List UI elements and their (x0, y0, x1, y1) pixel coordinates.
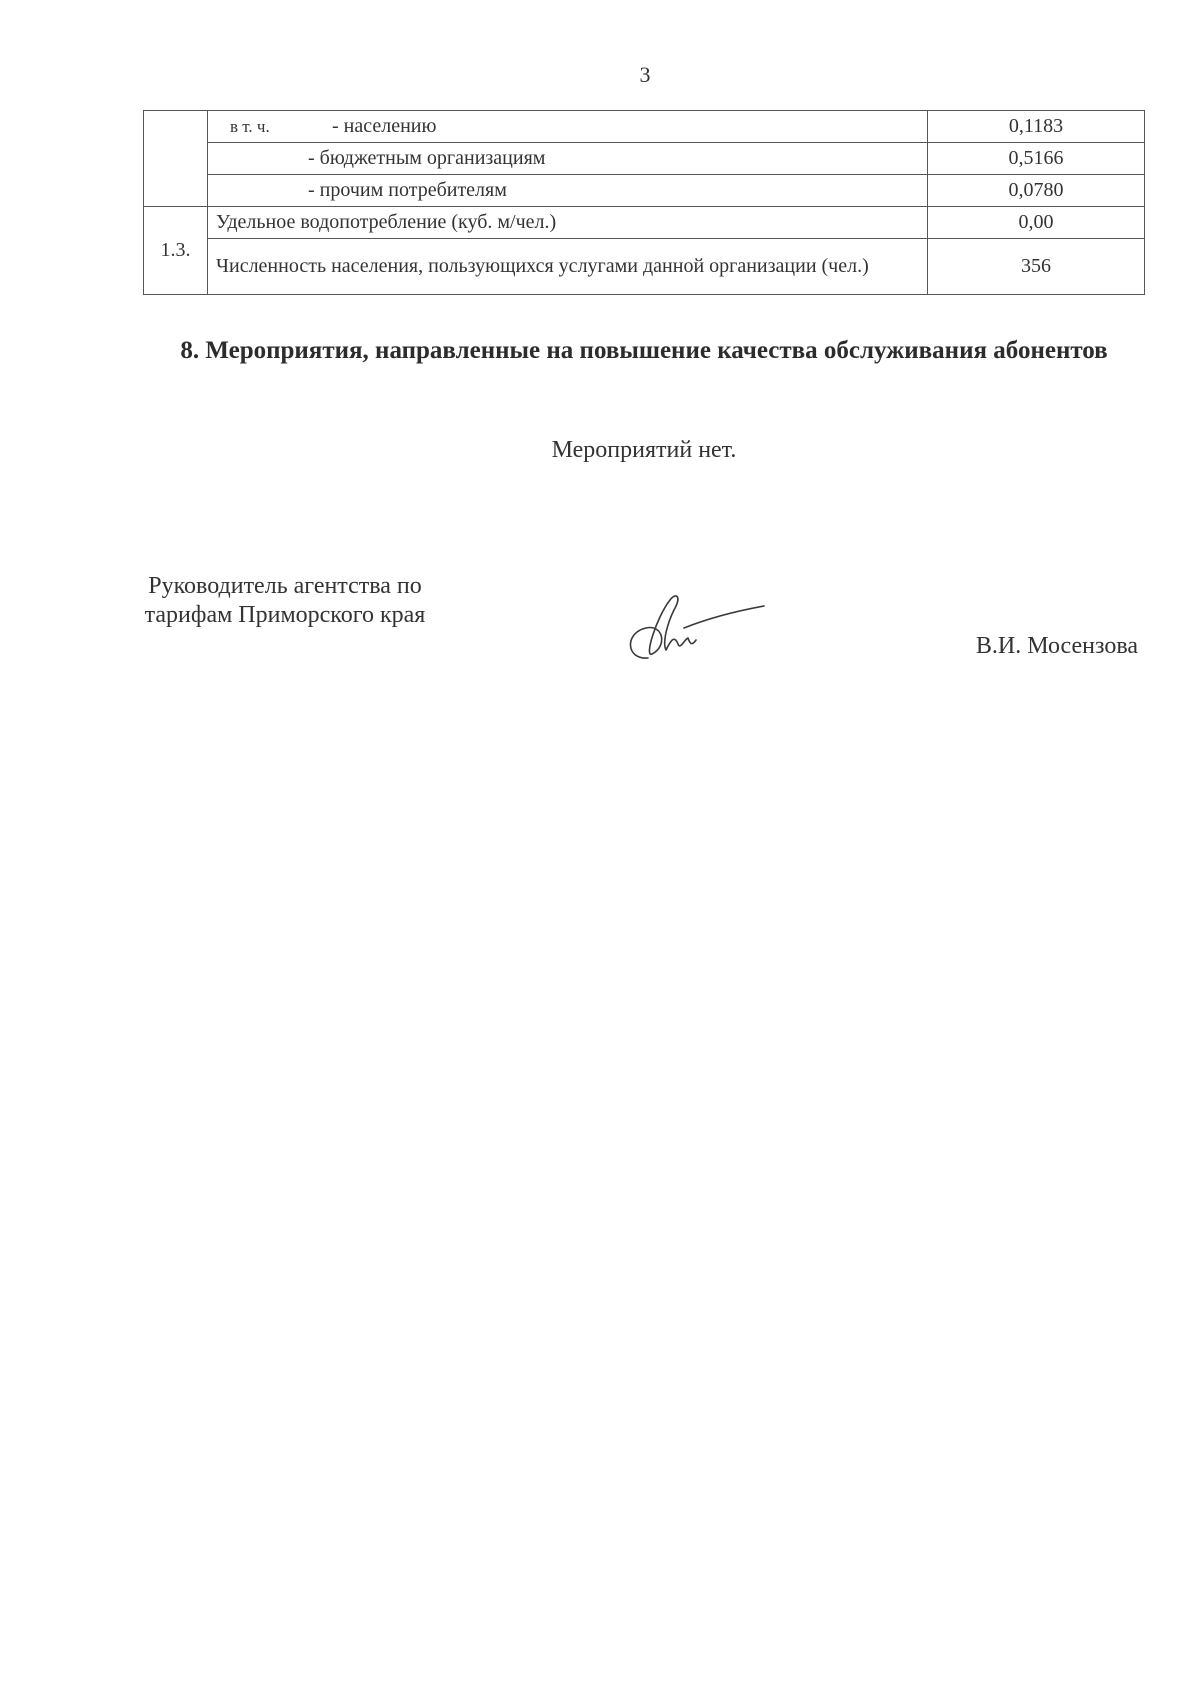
table-cell-value: 0,5166 (928, 143, 1145, 175)
indicators-table (143, 110, 1145, 295)
section-body: Мероприятий нет. (551, 437, 737, 463)
table-row (144, 207, 1145, 239)
label-specific-consumption: Удельное водопотребление (куб. м/чел.) (208, 207, 928, 239)
table-cell-number-empty (144, 111, 208, 207)
table-row (144, 175, 1145, 207)
label-other-consumers: - прочим потребителям (208, 175, 928, 207)
label-population-count: Численность населения, пользующихся услугами данной организации (чел.) (208, 239, 928, 295)
table-row (144, 239, 1145, 295)
handwritten-signature (618, 588, 768, 668)
including-prefix: в т. ч. (230, 117, 270, 136)
signatory-name: В.И. Мосензова (975, 633, 1138, 659)
table-cell-value: 0,1183 (928, 111, 1145, 143)
table-cell-value: 0,00 (928, 207, 1145, 239)
row-number: 1.3. (144, 207, 208, 295)
signatory-position: Руководитель агентства по тарифам Приморского края (144, 573, 426, 629)
page-number: 3 (639, 62, 651, 87)
table-cell-label (208, 111, 928, 143)
table-cell-value: 356 (928, 239, 1145, 295)
label-population: - населению (332, 115, 437, 137)
section-title: 8. Мероприятия, направленные на повышение качества обслуживания абонентов (180, 337, 1108, 364)
table-cell-value: 0,0780 (928, 175, 1145, 207)
label-budget-organizations: - бюджетным организациям (208, 143, 928, 175)
table-row (144, 111, 1145, 143)
table-row (144, 143, 1145, 175)
